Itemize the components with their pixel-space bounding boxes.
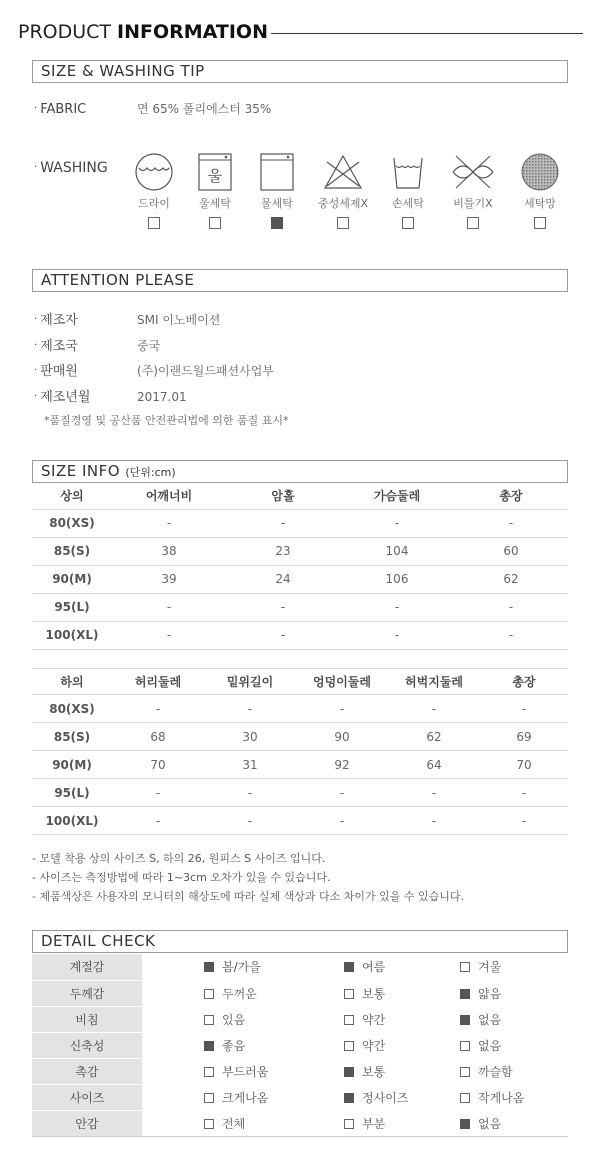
detail-option[interactable] (288, 1110, 428, 1136)
detail-option-label: 겨울 (478, 960, 502, 975)
wash-item-label: 세탁망 (524, 197, 556, 210)
table-cell: - (296, 779, 388, 807)
svg-text:울: 울 (207, 167, 223, 185)
checkbox[interactable] (204, 1015, 214, 1025)
table-header-row (32, 483, 568, 509)
detail-option[interactable] (428, 1058, 568, 1084)
table-cell: - (204, 779, 296, 807)
table-row (32, 723, 568, 751)
table-cell: - (454, 509, 568, 537)
wash-item-label: 비틀기X (453, 197, 493, 210)
detail-row-label: 사이즈 (32, 1084, 142, 1110)
detail-row (32, 1058, 568, 1084)
checkbox-checked[interactable] (344, 1067, 354, 1077)
size-note: - 사이즈는 측정방법에 따라 1~3cm 오차가 있을 수 있습니다. (32, 871, 331, 884)
checkbox-checked[interactable] (460, 1015, 470, 1025)
wash-item-water (244, 152, 310, 229)
table-cell: - (454, 593, 568, 621)
water-wash-icon (257, 152, 297, 192)
table-cell: 95(L) (32, 593, 112, 621)
attention-key: · 제조년월 (34, 390, 91, 405)
table-cell: - (226, 509, 340, 537)
detail-option-label: 부드러움 (222, 1064, 269, 1079)
attention-row (34, 386, 187, 405)
fabric-value: 면 65% 폴리에스터 35% (137, 102, 272, 116)
table-cell: 90 (296, 723, 388, 751)
detail-row-label: 촉감 (32, 1058, 142, 1084)
attention-value: (주)이랜드월드패션사업부 (137, 364, 274, 378)
checkbox[interactable] (204, 1119, 214, 1129)
checkbox-checked[interactable] (460, 989, 470, 999)
wash-checkbox-checked[interactable] (271, 217, 283, 229)
table-row (32, 807, 568, 835)
table-cell: 68 (112, 723, 204, 751)
detail-option-label: 보통 (362, 1064, 386, 1079)
attention-key: · 제조국 (34, 339, 78, 354)
detail-option-label: 보통 (362, 986, 386, 1001)
table-header-cell: 허벅지둘레 (388, 669, 480, 695)
size-note: - 모델 착용 상의 사이즈 S, 하의 26, 원피스 S 사이즈 입니다. (32, 852, 326, 865)
detail-option[interactable] (288, 954, 428, 980)
table-cell: 38 (112, 537, 226, 565)
quality-note: *품질경영 및 공산품 안전관리법에 의한 품질 표시* (44, 414, 289, 427)
table-cell: - (388, 695, 480, 723)
detail-option[interactable] (142, 1058, 288, 1084)
page-title (18, 18, 583, 46)
detail-row (32, 954, 568, 980)
table-cell: 62 (388, 723, 480, 751)
attention-value: 중국 (137, 339, 161, 353)
wool-wash-icon (195, 152, 235, 192)
detail-option[interactable] (288, 1032, 428, 1058)
detail-option-label: 없음 (478, 1012, 502, 1027)
table-header-row (32, 669, 568, 695)
table-header-cell: 밑위길이 (204, 669, 296, 695)
attention-value: SMI 이노베이션 (137, 313, 221, 327)
detail-option[interactable] (142, 980, 288, 1006)
detail-option[interactable] (428, 954, 568, 980)
wash-item-hand (375, 152, 441, 229)
size-notes (32, 849, 464, 906)
checkbox-checked[interactable] (204, 1041, 214, 1051)
no-wring-icon (450, 152, 496, 192)
section-title: SIZE INFO (41, 462, 121, 480)
detail-option-label: 전체 (222, 1116, 246, 1131)
detail-option-label: 크게나옴 (222, 1090, 269, 1105)
detail-option[interactable] (142, 1084, 288, 1110)
table-row (32, 565, 568, 593)
title-bold: INFORMATION (117, 21, 268, 43)
table-cell: - (388, 779, 480, 807)
table-header-cell: 암홀 (226, 483, 340, 509)
detail-row-label: 안감 (32, 1110, 142, 1136)
washing-label: · WASHING (34, 160, 108, 176)
table-cell: - (226, 593, 340, 621)
table-cell: - (204, 807, 296, 835)
table-cell: - (296, 695, 388, 723)
detail-row-label: 신축성 (32, 1032, 142, 1058)
wash-checkbox[interactable] (209, 217, 221, 229)
wash-item-label: 드라이 (138, 197, 170, 210)
table-cell: 70 (480, 751, 568, 779)
table-row (32, 751, 568, 779)
detail-option[interactable] (142, 1032, 288, 1058)
checkbox[interactable] (344, 1015, 354, 1025)
detail-option-label: 정사이즈 (362, 1090, 409, 1105)
table-cell: - (480, 779, 568, 807)
checkbox[interactable] (344, 1119, 354, 1129)
checkbox[interactable] (204, 1093, 214, 1103)
section-detail-check (32, 930, 568, 953)
table-cell: - (204, 695, 296, 723)
table-cell: 92 (296, 751, 388, 779)
detail-row (32, 1032, 568, 1058)
table-cell: 70 (112, 751, 204, 779)
table-header-cell: 상의 (32, 483, 112, 509)
wash-item-no-wring (440, 152, 506, 229)
size-note: - 제품색상은 사용자의 모니터의 해상도에 따라 실제 색상과 다소 차이가 있을 수 있습니다. (32, 890, 464, 903)
checkbox-checked[interactable] (344, 1093, 354, 1103)
table-row (32, 779, 568, 807)
checkbox-checked[interactable] (460, 1119, 470, 1129)
detail-option[interactable] (142, 954, 288, 980)
table-cell: 30 (204, 723, 296, 751)
size-table-top (32, 483, 568, 650)
table-cell: 95(L) (32, 779, 112, 807)
table-cell: 23 (226, 537, 340, 565)
wash-item-no-neutral (310, 152, 376, 229)
table-header-cell: 총장 (454, 483, 568, 509)
section-title: DETAIL CHECK (41, 932, 156, 950)
table-cell: - (454, 621, 568, 649)
section-size-washing (32, 60, 568, 83)
table-cell: 106 (340, 565, 454, 593)
table-cell: 90(M) (32, 565, 112, 593)
checkbox[interactable] (344, 989, 354, 999)
checkbox-checked[interactable] (344, 962, 354, 972)
detail-option-label: 약간 (362, 1012, 386, 1027)
table-cell: 85(S) (32, 537, 112, 565)
checkbox[interactable] (204, 1067, 214, 1077)
wash-item-net (507, 152, 573, 229)
table-cell: 69 (480, 723, 568, 751)
wash-checkbox[interactable] (534, 217, 546, 229)
dry-clean-icon (134, 152, 174, 192)
table-cell: 24 (226, 565, 340, 593)
table-row (32, 509, 568, 537)
detail-option[interactable] (288, 980, 428, 1006)
wash-checkbox[interactable] (467, 217, 479, 229)
table-cell: 64 (388, 751, 480, 779)
table-cell: - (480, 695, 568, 723)
table-header-cell: 엉덩이둘레 (296, 669, 388, 695)
detail-row-label: 계절감 (32, 954, 142, 980)
table-cell: 80(XS) (32, 509, 112, 537)
table-header-cell: 어깨너비 (112, 483, 226, 509)
table-cell: 85(S) (32, 723, 112, 751)
detail-option-label: 얇음 (478, 986, 502, 1001)
divider (32, 1136, 568, 1137)
table-row (32, 621, 568, 649)
table-row (32, 537, 568, 565)
detail-option[interactable] (428, 1006, 568, 1032)
wash-item-label: 울세탁 (199, 197, 231, 210)
table-header-cell: 하의 (32, 669, 112, 695)
detail-option[interactable] (288, 1006, 428, 1032)
detail-option-label: 여름 (362, 960, 386, 975)
hand-wash-icon (388, 152, 428, 192)
detail-option-label: 약간 (362, 1038, 386, 1053)
section-size-info (32, 460, 568, 483)
table-row (32, 695, 568, 723)
title-rule (271, 33, 583, 34)
detail-row (32, 1084, 568, 1110)
detail-option-label: 두꺼운 (222, 986, 257, 1001)
detail-option-label: 작게나옴 (478, 1090, 525, 1105)
attention-value: 2017.01 (137, 390, 187, 404)
table-header-cell: 총장 (480, 669, 568, 695)
attention-row (34, 335, 160, 354)
detail-option[interactable] (142, 1110, 288, 1136)
attention-row (34, 360, 274, 379)
table-cell: - (388, 807, 480, 835)
section-title: SIZE & WASHING TIP (41, 62, 205, 80)
checkbox[interactable] (460, 1041, 470, 1051)
checkbox[interactable] (460, 1093, 470, 1103)
wash-item-label: 물세탁 (261, 197, 293, 210)
section-title: ATTENTION PLEASE (41, 271, 195, 289)
detail-check-table (32, 954, 568, 1137)
checkbox[interactable] (344, 1041, 354, 1051)
title-light: PRODUCT (18, 21, 112, 43)
detail-option[interactable] (428, 980, 568, 1006)
section-attention (32, 269, 568, 292)
table-cell: - (340, 593, 454, 621)
table-cell: 104 (340, 537, 454, 565)
table-cell: 80(XS) (32, 695, 112, 723)
unit-label: (단위:cm) (125, 466, 176, 479)
table-cell: - (480, 807, 568, 835)
table-cell: - (112, 621, 226, 649)
detail-option[interactable] (288, 1084, 428, 1110)
checkbox[interactable] (460, 1067, 470, 1077)
detail-row-label: 두께감 (32, 980, 142, 1006)
table-cell: - (112, 779, 204, 807)
table-cell: - (112, 695, 204, 723)
wash-checkbox[interactable] (402, 217, 414, 229)
detail-option[interactable] (428, 1032, 568, 1058)
detail-row (32, 980, 568, 1006)
table-cell: - (112, 593, 226, 621)
table-cell: 60 (454, 537, 568, 565)
table-cell: - (226, 621, 340, 649)
table-header-cell: 허리둘레 (112, 669, 204, 695)
table-cell: 100(XL) (32, 621, 112, 649)
checkbox[interactable] (460, 962, 470, 972)
wash-checkbox[interactable] (337, 217, 349, 229)
attention-row (34, 309, 220, 328)
attention-key: · 제조자 (34, 313, 78, 328)
table-cell: 31 (204, 751, 296, 779)
table-cell: - (296, 807, 388, 835)
wash-item-wool (182, 152, 248, 229)
size-table-bottom (32, 668, 568, 835)
table-cell: 90(M) (32, 751, 112, 779)
table-cell: 100(XL) (32, 807, 112, 835)
detail-option-label: 없음 (478, 1116, 502, 1131)
table-cell: 62 (454, 565, 568, 593)
detail-option[interactable] (142, 1006, 288, 1032)
checkbox-checked[interactable] (204, 962, 214, 972)
table-cell: - (340, 509, 454, 537)
detail-option-label: 없음 (478, 1038, 502, 1053)
attention-key: · 판매원 (34, 364, 78, 379)
wash-item-label: 손세탁 (392, 197, 424, 210)
table-cell: - (340, 621, 454, 649)
table-row (32, 593, 568, 621)
table-cell: 39 (112, 565, 226, 593)
checkbox[interactable] (204, 989, 214, 999)
detail-option-label: 부분 (362, 1116, 386, 1131)
detail-row (32, 1110, 568, 1136)
detail-option-label: 있음 (222, 1012, 246, 1027)
fabric-label: · FABRIC (34, 102, 87, 117)
table-header-cell: 가슴둘레 (340, 483, 454, 509)
detail-option-label: 까슬함 (478, 1064, 513, 1079)
no-neutral-detergent-icon (321, 152, 365, 192)
detail-option-label: 봄/가을 (222, 960, 261, 975)
wash-item-label: 중성세제X (317, 197, 369, 210)
table-cell: - (112, 509, 226, 537)
detail-option[interactable] (428, 1084, 568, 1110)
table-cell: - (112, 807, 204, 835)
detail-row (32, 1006, 568, 1032)
detail-option-label: 좋음 (222, 1038, 246, 1053)
wash-checkbox[interactable] (148, 217, 160, 229)
detail-option[interactable] (288, 1058, 428, 1084)
detail-option[interactable] (428, 1110, 568, 1136)
fabric-row (34, 100, 271, 117)
detail-row-label: 비침 (32, 1006, 142, 1032)
wash-item-dry (121, 152, 187, 229)
laundry-net-icon (520, 152, 560, 192)
